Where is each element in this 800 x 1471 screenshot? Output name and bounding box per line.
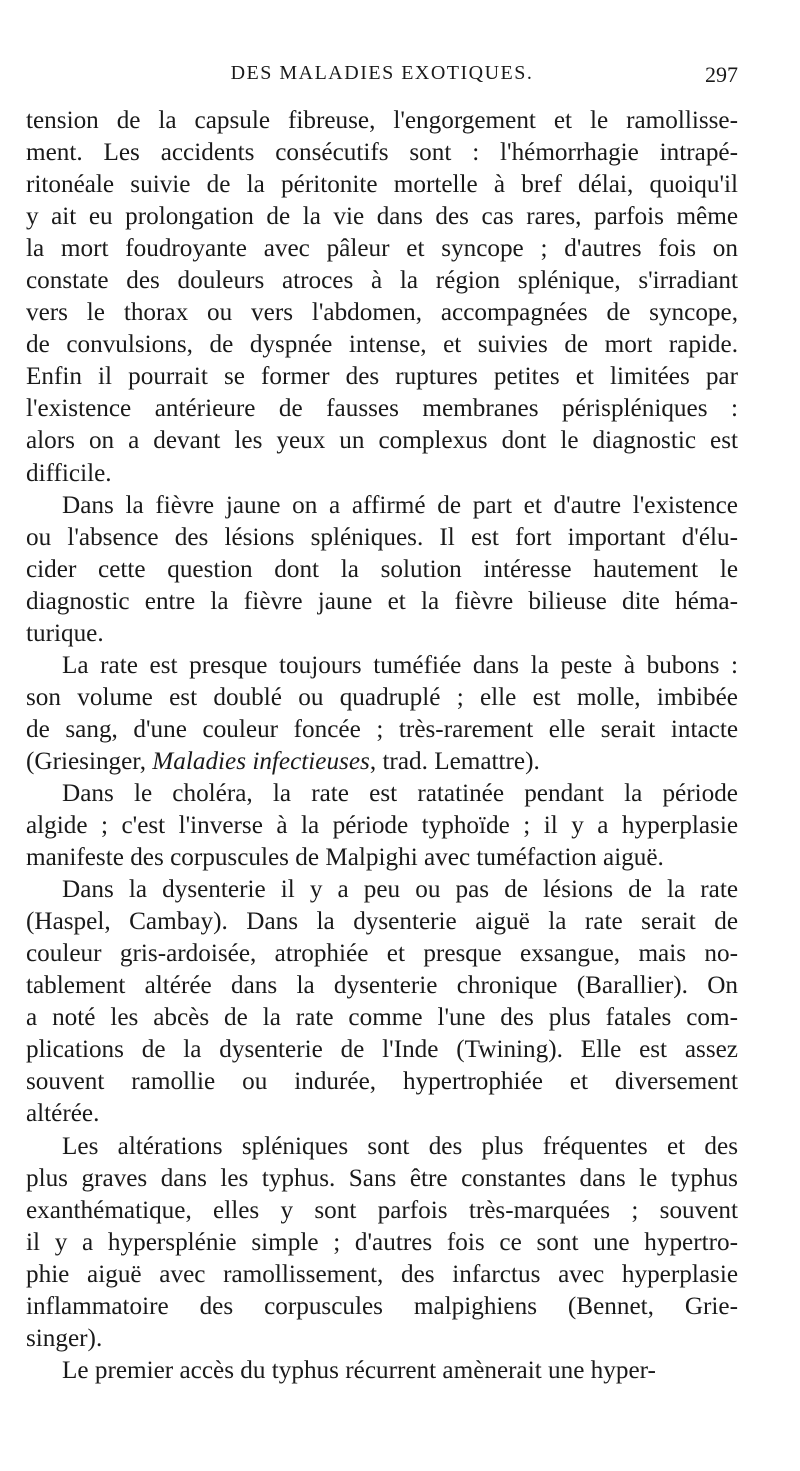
page-number: 297 <box>705 62 738 87</box>
text-line: ment. Les accidents consécutifs sont : l'hémorrhagie intrapé- <box>26 139 738 167</box>
text-line: Dans le choléra, la rate est ratatinée pendant la période <box>62 779 738 807</box>
text-line: difficile. <box>26 459 112 487</box>
text-line: la mort foudroyante avec pâleur et syncope ; d'autres fois on <box>26 235 738 263</box>
text-line: cider cette question dont la solution intéresse hautement le <box>26 555 738 583</box>
text-line: manifeste des corpuscules de Malpighi avec tuméfaction aiguë. <box>26 844 664 872</box>
text-line: de sang, d'une couleur foncée ; très-rarement elle serait intacte <box>26 715 738 743</box>
paragraph <box>26 105 738 490</box>
text-line: ritonéale suivie de la péritonite mortelle à bref délai, quoiqu'il <box>26 171 738 199</box>
text-line: phie aiguë avec ramollissement, des infarctus avec hyperplasie <box>26 1260 738 1288</box>
italic-title: Maladies infectieuses <box>152 747 370 775</box>
text-line: altérée. <box>26 1100 100 1128</box>
text-line <box>26 746 738 778</box>
text-line: diagnostic entre la fièvre jaune et la fièvre bilieuse dite héma- <box>26 587 738 615</box>
paragraph <box>26 1355 738 1387</box>
text-line: vers le thorax ou vers l'abdomen, accompagnées de syncope, <box>26 299 738 327</box>
text-line: plications de la dysenterie de l'Inde (Twining). Elle est assez <box>26 1036 738 1064</box>
paragraph <box>26 650 738 746</box>
text-segment: , trad. Lemattre). <box>369 747 540 775</box>
text-line: singer). <box>26 1324 103 1352</box>
text-line: constate des douleurs atroces à la région splénique, s'irradiant <box>26 267 738 295</box>
text-line: l'existence antérieure de fausses membranes périspléniques : <box>26 395 738 423</box>
text-line: couleur gris-ardoisée, atrophiée et presque exsangue, mais no- <box>26 940 738 968</box>
text-line: tablement altérée dans la dysenterie chronique (Barallier). On <box>26 972 738 1000</box>
text-line: ou l'absence des lésions spléniques. Il est fort important d'élu- <box>26 523 738 551</box>
text-line: il y a hypersplénie simple ; d'autres fois ce sont une hypertro- <box>26 1228 738 1256</box>
text-line: Les altérations spléniques sont des plus fréquentes et des <box>62 1132 738 1160</box>
text-line: inflammatoire des corpuscules malpighiens (Bennet, Grie- <box>26 1292 738 1320</box>
text-line: Le premier accès du typhus récurrent amènerait une hyper- <box>62 1356 656 1384</box>
page-header <box>26 58 738 92</box>
text-line: Dans la dysenterie il y a peu ou pas de lésions de la rate <box>62 876 738 904</box>
text-segment: (Griesinger, <box>26 747 153 775</box>
paragraph <box>26 874 738 1130</box>
text-line: Enfin il pourrait se former des ruptures petites et limitées par <box>26 363 738 391</box>
paragraph <box>26 490 738 650</box>
text-line: exanthématique, elles y sont parfois très-marquées ; souvent <box>26 1196 738 1224</box>
text-line: La rate est presque toujours tuméfiée dans la peste à bubons : <box>62 651 738 679</box>
paragraph <box>26 746 738 778</box>
text-line: a noté les abcès de la rate comme l'une des plus fatales com- <box>26 1004 738 1032</box>
text-line: alors on a devant les yeux un complexus dont le diagnostic est <box>26 427 738 455</box>
text-line: Dans la fièvre jaune on a affirmé de part et d'autre l'existence <box>62 491 738 519</box>
text-line: y ait eu prolongation de la vie dans des cas rares, parfois même <box>26 203 738 231</box>
running-title: DES MALADIES EXOTIQUES. <box>230 62 534 84</box>
paragraph <box>26 1131 738 1355</box>
text-line: turique. <box>26 619 104 647</box>
text-line: plus graves dans les typhus. Sans être constantes dans le typhus <box>26 1164 738 1192</box>
text-line: de convulsions, de dyspnée intense, et suivies de mort rapide. <box>26 331 738 359</box>
text-line: (Haspel, Cambay). Dans la dysenterie aiguë la rate serait de <box>26 908 738 936</box>
body-text <box>26 105 738 1387</box>
text-line: algide ; c'est l'inverse à la période typhoïde ; il y a hyperplasie <box>26 812 738 840</box>
text-line: souvent ramollie ou indurée, hypertrophiée et diversement <box>26 1068 738 1096</box>
text-line: tension de la capsule fibreuse, l'engorgement et le ramollisse- <box>26 107 738 134</box>
paragraph <box>26 778 738 874</box>
text-line: son volume est doublé ou quadruplé ; elle est molle, imbibée <box>26 683 738 711</box>
